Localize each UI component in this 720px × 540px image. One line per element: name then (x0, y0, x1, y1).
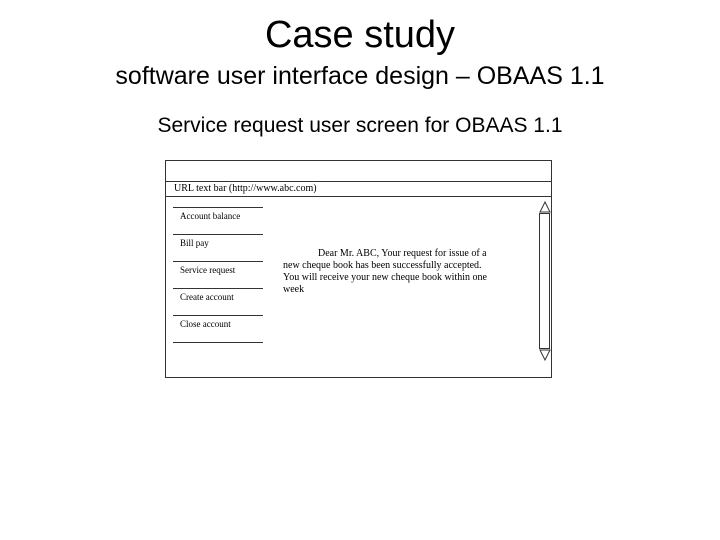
side-menu (173, 207, 263, 343)
menu-item-label: Account balance (180, 211, 241, 221)
menu-item-label: Create account (180, 292, 234, 302)
message-line: week (283, 284, 305, 295)
menu-item-label: Service request (180, 265, 236, 275)
menu-item-bill-pay[interactable] (173, 234, 263, 261)
menu-item-label: Close account (180, 319, 231, 329)
message-line: Dear Mr. ABC, Your request for issue of a (318, 248, 487, 259)
slide-subtitle: software user interface design – OBAAS 1.1 (115, 62, 605, 90)
message-line: new cheque book has been successfully accepted. (283, 260, 482, 271)
menu-divider (173, 342, 263, 343)
menu-item-service-request[interactable] (173, 261, 263, 288)
slide-title: Case study (264, 14, 456, 56)
menu-item-close-account[interactable] (173, 315, 263, 342)
scroll-up-arrow-icon[interactable] (539, 201, 551, 213)
message-line: You will receive your new cheque book within one (283, 272, 487, 283)
confirmation-message (283, 248, 533, 296)
url-text: URL text bar (http://www.abc.com) (174, 183, 317, 194)
scroll-track[interactable] (539, 213, 550, 349)
vertical-scrollbar[interactable] (539, 201, 551, 361)
screen-mockup (165, 160, 552, 378)
url-text-bar[interactable] (166, 181, 551, 197)
slide-caption: Service request user screen for OBAAS 1.1 (157, 114, 563, 137)
menu-item-label: Bill pay (180, 238, 209, 248)
menu-item-create-account[interactable] (173, 288, 263, 315)
scroll-down-arrow-icon[interactable] (539, 349, 551, 361)
menu-item-account-balance[interactable] (173, 207, 263, 234)
